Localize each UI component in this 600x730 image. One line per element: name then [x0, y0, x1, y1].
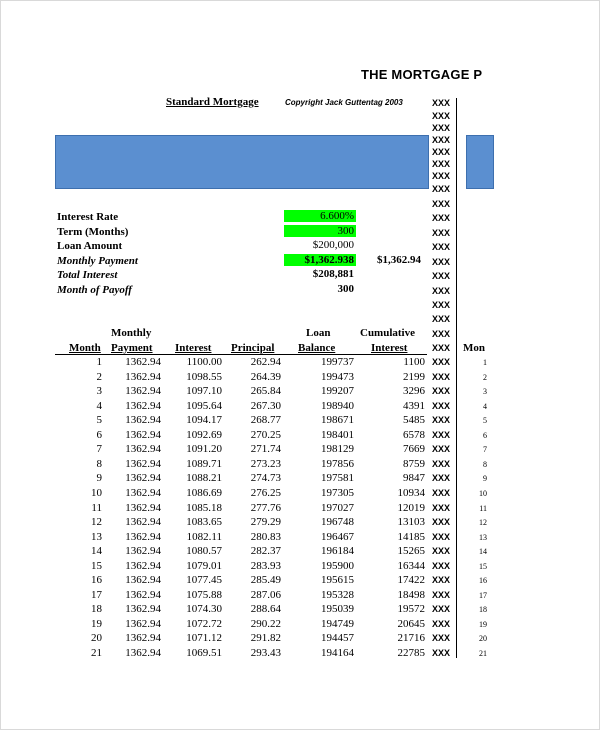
xxx-marker: XXX [432, 111, 451, 121]
xxx-marker: XXX [432, 429, 451, 440]
principal-cell: 274.73 [250, 472, 281, 485]
header-mon: Mon [463, 342, 485, 354]
month-cell: 15 [91, 559, 102, 572]
cumulative-interest-cell: 17422 [397, 574, 425, 587]
total-interest-label: Total Interest [57, 269, 118, 281]
principal-cell: 287.06 [250, 588, 281, 601]
payment-cell: 1362.94 [125, 530, 161, 543]
xxx-marker: XXX [432, 371, 451, 382]
table-row [1, 487, 600, 501]
mon-cell: 9 [483, 474, 487, 484]
blue-banner-box [55, 135, 429, 189]
cumulative-interest-cell: 1100 [403, 356, 425, 368]
mon-cell: 2 [483, 372, 487, 382]
balance-cell: 198671 [321, 414, 354, 427]
interest-cell: 1088.21 [186, 472, 222, 485]
xxx-marker: XXX [432, 618, 451, 629]
header-month: Month [69, 342, 101, 354]
header-payment: Payment [111, 342, 153, 354]
xxx-marker: XXX [432, 271, 451, 281]
monthly-payment-value: $1,362.938 [284, 254, 356, 266]
month-cell: 14 [91, 545, 102, 558]
xxx-marker: XXX [432, 314, 451, 324]
cumulative-interest-cell: 8759 [403, 457, 425, 470]
principal-cell: 268.77 [250, 414, 281, 427]
balance-cell: 197305 [321, 486, 354, 499]
principal-cell: 273.23 [250, 457, 281, 470]
payment-cell: 1362.94 [125, 472, 161, 485]
cumulative-interest-cell: 19572 [397, 603, 425, 616]
payment-cell: 1362.94 [125, 457, 161, 470]
header-interest: Interest [175, 342, 212, 354]
table-row [1, 632, 600, 646]
payment-cell: 1362.94 [125, 545, 161, 558]
month-cell: 9 [96, 472, 102, 485]
table-row [1, 472, 600, 486]
balance-cell: 196184 [321, 545, 354, 558]
mon-cell: 7 [483, 445, 487, 455]
interest-cell: 1075.88 [186, 588, 222, 601]
month-cell: 19 [91, 617, 102, 630]
xxx-marker: XXX [432, 386, 451, 397]
balance-cell: 194457 [321, 632, 354, 645]
interest-cell: 1089.71 [186, 457, 222, 470]
cumulative-interest-cell: 20645 [397, 617, 425, 630]
month-of-payoff-value: 300 [337, 283, 354, 295]
xxx-marker: XXX [432, 199, 451, 209]
balance-cell: 197856 [321, 457, 354, 470]
cumulative-interest-cell: 12019 [397, 501, 425, 514]
xxx-marker: XXX [432, 400, 451, 411]
xxx-marker: XXX [432, 329, 451, 339]
cumulative-interest-cell: 10934 [397, 486, 425, 499]
header-principal: Principal [231, 342, 275, 354]
xxx-marker: XXX [432, 502, 451, 513]
payment-cell: 1362.94 [125, 414, 161, 427]
month-cell: 2 [96, 370, 102, 383]
xxx-marker: XXX [432, 415, 451, 426]
month-cell: 21 [91, 647, 102, 659]
table-row [1, 603, 600, 617]
table-row [1, 371, 600, 385]
mon-cell: 6 [483, 430, 487, 440]
principal-cell: 277.76 [250, 501, 281, 514]
balance-cell: 199473 [321, 370, 354, 383]
cumulative-interest-cell: 13103 [397, 516, 425, 529]
principal-cell: 262.94 [250, 356, 281, 368]
payment-cell: 1362.94 [125, 356, 161, 368]
balance-cell: 194164 [321, 647, 354, 659]
principal-cell: 267.30 [250, 399, 281, 412]
xxx-marker: XXX [432, 98, 451, 108]
cumulative-interest-cell: 4391 [403, 399, 425, 412]
principal-cell: 288.64 [250, 603, 281, 616]
monthly-payment-check: $1,362.94 [377, 254, 421, 266]
balance-cell: 195328 [321, 588, 354, 601]
payment-cell: 1362.94 [125, 516, 161, 529]
header-balance: Balance [298, 342, 336, 354]
mon-cell: 3 [483, 387, 487, 397]
xxx-marker: XXX [432, 546, 451, 557]
balance-cell: 199737 [321, 356, 354, 368]
principal-cell: 283.93 [250, 559, 281, 572]
page-title: THE MORTGAGE P [361, 67, 483, 82]
mon-cell: 18 [479, 605, 487, 615]
xxx-marker: XXX [432, 458, 451, 469]
interest-cell: 1092.69 [186, 428, 222, 441]
payment-cell: 1362.94 [125, 385, 161, 398]
header-cumulative-interest: Interest [371, 342, 408, 354]
interest-cell: 1094.17 [186, 414, 222, 427]
interest-rate-label: Interest Rate [57, 211, 119, 223]
term-input[interactable]: 300 [284, 225, 356, 237]
interest-cell: 1077.45 [186, 574, 222, 587]
blue-banner-box-right [466, 135, 494, 189]
xxx-marker: XXX [432, 123, 451, 133]
month-of-payoff-label: Month of Payoff [57, 284, 132, 296]
copyright-text: Copyright Jack Guttentag 2003 [285, 98, 403, 107]
interest-cell: 1083.65 [186, 516, 222, 529]
cumulative-interest-cell: 16344 [397, 559, 425, 572]
month-cell: 20 [91, 632, 102, 645]
balance-cell: 195900 [321, 559, 354, 572]
mon-cell: 4 [483, 401, 487, 411]
mon-cell: 21 [479, 649, 487, 658]
balance-cell: 194749 [321, 617, 354, 630]
xxx-marker: XXX [432, 257, 451, 267]
xxx-marker: XXX [432, 135, 451, 145]
xxx-marker: XXX [432, 184, 451, 194]
header-loan: Loan [306, 327, 331, 339]
header-monthly: Monthly [111, 327, 152, 339]
cumulative-interest-cell: 14185 [397, 530, 425, 543]
month-cell: 18 [91, 603, 102, 616]
interest-cell: 1085.18 [186, 501, 222, 514]
interest-cell: 1095.64 [186, 399, 222, 412]
balance-cell: 196467 [321, 530, 354, 543]
mon-cell: 14 [479, 547, 487, 557]
balance-cell: 195039 [321, 603, 354, 616]
interest-rate-input[interactable]: 6.600% [284, 210, 356, 222]
cumulative-interest-cell: 22785 [397, 647, 425, 659]
xxx-marker: XXX [432, 531, 451, 542]
interest-cell: 1097.10 [186, 385, 222, 398]
cumulative-interest-cell: 9847 [403, 472, 425, 485]
mon-cell: 10 [479, 488, 487, 498]
month-cell: 6 [96, 428, 102, 441]
mon-cell: 12 [479, 518, 487, 528]
payment-cell: 1362.94 [125, 370, 161, 383]
xxx-marker: XXX [432, 560, 451, 571]
month-cell: 8 [96, 457, 102, 470]
xxx-marker: XXX [432, 171, 451, 181]
mon-cell: 16 [479, 576, 487, 586]
interest-cell: 1072.72 [186, 617, 222, 630]
balance-cell: 199207 [321, 385, 354, 398]
month-cell: 10 [91, 486, 102, 499]
principal-cell: 290.22 [250, 617, 281, 630]
xxx-marker: XXX [432, 589, 451, 600]
table-row [1, 502, 600, 516]
principal-cell: 265.84 [250, 385, 281, 398]
table-row [1, 429, 600, 443]
principal-cell: 264.39 [250, 370, 281, 383]
xxx-marker: XXX [432, 343, 451, 353]
mon-cell: 19 [479, 619, 487, 629]
table-row [1, 589, 600, 603]
balance-cell: 197581 [321, 472, 354, 485]
interest-cell: 1069.51 [186, 647, 222, 659]
loan-amount-input[interactable]: $200,000 [312, 239, 354, 251]
month-cell: 5 [96, 414, 102, 427]
table-row [1, 560, 600, 574]
table-row [1, 574, 600, 588]
xxx-marker: XXX [432, 147, 451, 157]
balance-cell: 198940 [321, 399, 354, 412]
xxx-marker: XXX [432, 633, 451, 644]
xxx-marker: XXX [432, 517, 451, 528]
month-cell: 3 [96, 385, 102, 398]
xxx-marker: XXX [432, 300, 451, 310]
xxx-marker: XXX [432, 473, 451, 484]
table-row [1, 385, 600, 399]
header-cumulative: Cumulative [360, 327, 415, 339]
mon-cell: 11 [479, 503, 487, 513]
balance-cell: 198401 [321, 428, 354, 441]
table-row [1, 545, 600, 559]
table-row [1, 516, 600, 530]
mon-cell: 1 [483, 358, 487, 367]
payment-cell: 1362.94 [125, 501, 161, 514]
xxx-marker: XXX [432, 487, 451, 498]
mon-cell: 5 [483, 416, 487, 426]
cumulative-interest-cell: 21716 [397, 632, 425, 645]
payment-cell: 1362.94 [125, 632, 161, 645]
payment-cell: 1362.94 [125, 574, 161, 587]
payment-cell: 1362.94 [125, 588, 161, 601]
mon-cell: 13 [479, 532, 487, 542]
payment-cell: 1362.94 [125, 443, 161, 456]
balance-cell: 195615 [321, 574, 354, 587]
month-cell: 11 [91, 501, 102, 514]
cumulative-interest-cell: 7669 [403, 443, 425, 456]
table-row [1, 458, 600, 472]
payment-cell: 1362.94 [125, 617, 161, 630]
principal-cell: 282.37 [250, 545, 281, 558]
interest-cell: 1100.00 [186, 356, 222, 368]
payment-cell: 1362.94 [125, 399, 161, 412]
table-row [1, 443, 600, 457]
term-label: Term (Months) [57, 226, 129, 238]
month-cell: 17 [91, 588, 102, 601]
xxx-marker: XXX [432, 213, 451, 223]
payment-cell: 1362.94 [125, 486, 161, 499]
month-cell: 7 [96, 443, 102, 456]
xxx-marker: XXX [432, 648, 451, 658]
xxx-marker: XXX [432, 444, 451, 455]
interest-cell: 1098.55 [186, 370, 222, 383]
principal-cell: 270.25 [250, 428, 281, 441]
xxx-marker: XXX [432, 286, 451, 296]
payment-cell: 1362.94 [125, 428, 161, 441]
table-row [1, 647, 600, 661]
principal-cell: 276.25 [250, 486, 281, 499]
month-cell: 13 [91, 530, 102, 543]
loan-amount-label: Loan Amount [57, 240, 123, 252]
payment-cell: 1362.94 [125, 647, 161, 659]
table-row [1, 531, 600, 545]
table-row [1, 414, 600, 428]
mon-cell: 20 [479, 634, 487, 644]
cumulative-interest-cell: 2199 [403, 370, 425, 383]
principal-cell: 293.43 [250, 647, 281, 659]
xxx-marker: XXX [432, 575, 451, 586]
cumulative-interest-cell: 15265 [397, 545, 425, 558]
standard-mortgage-heading: Standard Mortgage [166, 96, 259, 108]
balance-cell: 198129 [321, 443, 354, 456]
balance-cell: 196748 [321, 516, 354, 529]
mon-cell: 8 [483, 459, 487, 469]
principal-cell: 271.74 [250, 443, 281, 456]
payment-cell: 1362.94 [125, 559, 161, 572]
month-cell: 12 [91, 516, 102, 529]
month-cell: 1 [96, 356, 102, 368]
interest-cell: 1080.57 [186, 545, 222, 558]
xxx-marker: XXX [432, 357, 451, 367]
principal-cell: 279.29 [250, 516, 281, 529]
xxx-marker: XXX [432, 242, 451, 252]
payment-cell: 1362.94 [125, 603, 161, 616]
cumulative-interest-cell: 5485 [403, 414, 425, 427]
principal-cell: 280.83 [250, 530, 281, 543]
interest-cell: 1082.11 [186, 530, 222, 543]
total-interest-value: $208,881 [312, 268, 354, 280]
month-cell: 16 [91, 574, 102, 587]
principal-cell: 291.82 [250, 632, 281, 645]
interest-cell: 1086.69 [186, 486, 222, 499]
monthly-payment-label: Monthly Payment [57, 255, 138, 267]
interest-cell: 1074.30 [186, 603, 222, 616]
table-row [1, 400, 600, 414]
xxx-marker: XXX [432, 604, 451, 615]
principal-cell: 285.49 [250, 574, 281, 587]
interest-cell: 1071.12 [186, 632, 222, 645]
cumulative-interest-cell: 6578 [403, 428, 425, 441]
month-cell: 4 [96, 399, 102, 412]
cumulative-interest-cell: 18498 [397, 588, 425, 601]
balance-cell: 197027 [321, 501, 354, 514]
table-row [1, 356, 600, 370]
header-underline [55, 354, 427, 355]
xxx-marker: XXX [432, 228, 451, 238]
cumulative-interest-cell: 3296 [403, 385, 425, 398]
xxx-marker: XXX [432, 159, 451, 169]
interest-cell: 1091.20 [186, 443, 222, 456]
mon-cell: 15 [479, 561, 487, 571]
table-row [1, 618, 600, 632]
mon-cell: 17 [479, 590, 487, 600]
interest-cell: 1079.01 [186, 559, 222, 572]
